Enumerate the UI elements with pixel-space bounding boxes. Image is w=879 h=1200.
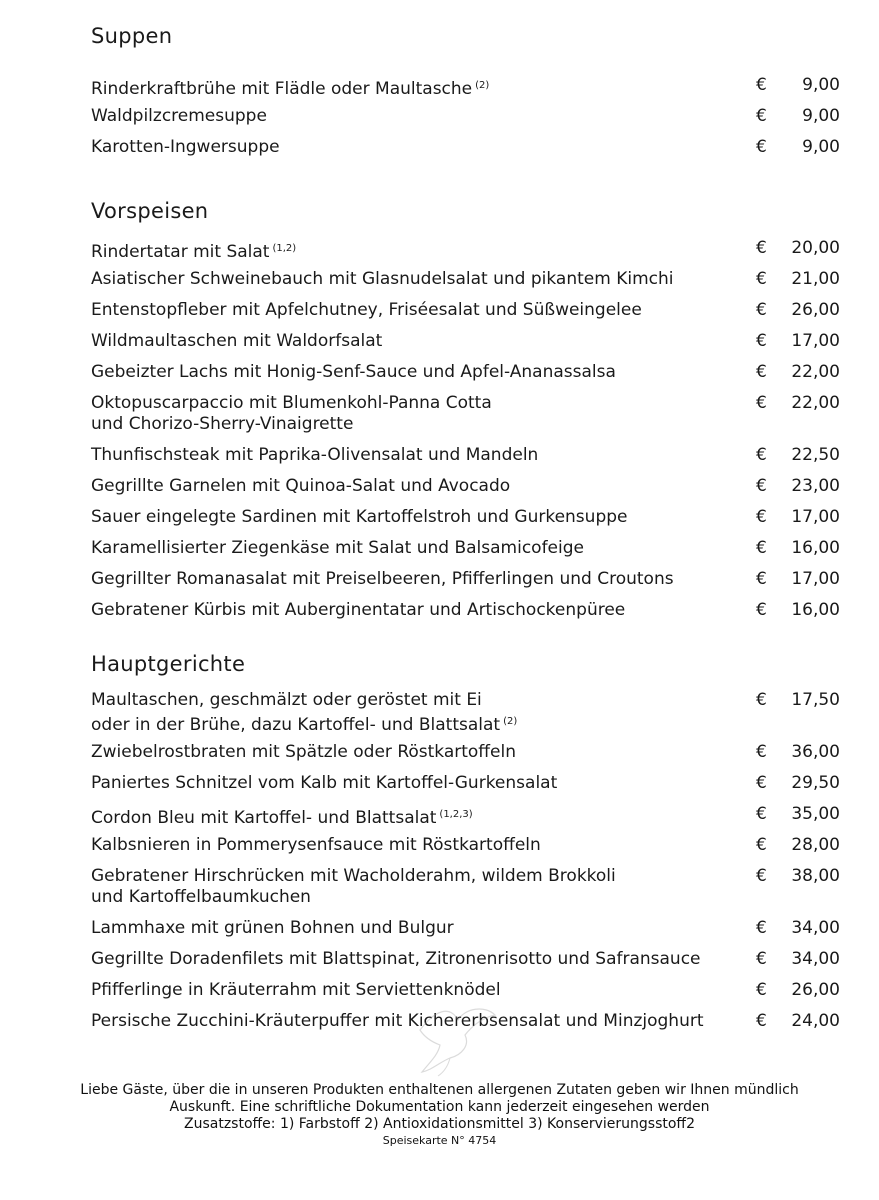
- item-name: Lammhaxe mit grünen Bohnen und Bulgur: [91, 918, 454, 938]
- currency-symbol: €: [756, 773, 767, 793]
- menu-number: Speisekarte N° 4754: [382, 1134, 497, 1147]
- item-name: Karamellisierter Ziegenkäse mit Salat und Balsamicofeige: [91, 538, 584, 558]
- currency-symbol: €: [756, 949, 767, 969]
- item-price: 17,00: [791, 507, 840, 527]
- item-price: 38,00: [791, 866, 840, 886]
- item-price: 26,00: [791, 300, 840, 320]
- item-name: Paniertes Schnitzel vom Kalb mit Kartoffel-Gurkensalat: [91, 773, 558, 793]
- currency-symbol: €: [756, 238, 767, 258]
- currency-symbol: €: [756, 300, 767, 320]
- currency-symbol: €: [756, 980, 767, 1000]
- item-price: 9,00: [802, 75, 840, 95]
- currency-symbol: €: [756, 804, 767, 824]
- item-price: 16,00: [791, 538, 840, 558]
- item-name: Gebratener Kürbis mit Auberginentatar und Artischockenpüree: [91, 600, 626, 620]
- footer-line: Auskunft. Eine schriftliche Dokumentation kann jederzeit eingesehen werden: [169, 1099, 710, 1115]
- item-name-line2: und Kartoffelbaumkuchen: [91, 887, 311, 907]
- item-name: Gebeizter Lachs mit Honig-Senf-Sauce und Apfel-Ananassalsa: [91, 362, 616, 382]
- item-name-line2: und Chorizo-Sherry-Vinaigrette: [91, 414, 354, 434]
- item-price: 28,00: [791, 835, 840, 855]
- currency-symbol: €: [756, 393, 767, 413]
- currency-symbol: €: [756, 445, 767, 465]
- currency-symbol: €: [756, 1011, 767, 1031]
- currency-symbol: €: [756, 75, 767, 95]
- currency-symbol: €: [756, 918, 767, 938]
- item-name: Wildmaultaschen mit Waldorfsalat: [91, 331, 383, 351]
- item-price: 34,00: [791, 949, 840, 969]
- currency-symbol: €: [756, 362, 767, 382]
- currency-symbol: €: [756, 507, 767, 527]
- item-name: Kalbsnieren in Pommerysenfsauce mit Röstkartoffeln: [91, 835, 541, 855]
- section-title-suppen: Suppen: [91, 24, 173, 48]
- currency-symbol: €: [756, 331, 767, 351]
- currency-symbol: €: [756, 600, 767, 620]
- item-name: Rinderkraftbrühe mit Flädle oder Maultasche: [91, 79, 473, 99]
- item-price: 16,00: [791, 600, 840, 620]
- item-price: 36,00: [791, 742, 840, 762]
- item-price: 21,00: [791, 269, 840, 289]
- item-name: Gegrillte Doradenfilets mit Blattspinat, Zitronenrisotto und Safransauce: [91, 949, 701, 969]
- currency-symbol: €: [756, 137, 767, 157]
- additives-line: Zusatzstoffe: 1) Farbstoff 2) Antioxidationsmittel 3) Konservierungsstoff2: [184, 1116, 695, 1132]
- item-price: 22,00: [791, 393, 840, 413]
- currency-symbol: €: [756, 538, 767, 558]
- item-name: Cordon Bleu mit Kartoffel- und Blattsalat: [91, 808, 437, 828]
- item-price: 24,00: [791, 1011, 840, 1031]
- item-price: 17,00: [791, 569, 840, 589]
- item-name: Zwiebelrostbraten mit Spätzle oder Röstkartoffeln: [91, 742, 516, 762]
- item-price: 17,00: [791, 331, 840, 351]
- currency-symbol: €: [756, 569, 767, 589]
- item-price: 17,50: [791, 690, 840, 710]
- item-price: 35,00: [791, 804, 840, 824]
- item-name: Gebratener Hirschrücken mit Wacholderahm, wildem Brokkoli: [91, 866, 616, 886]
- item-name: Karotten-Ingwersuppe: [91, 137, 280, 157]
- item-price: 29,50: [791, 773, 840, 793]
- item-name: Rindertatar mit Salat: [91, 242, 270, 262]
- item-name: Pfifferlinge in Kräuterrahm mit Serviettenknödel: [91, 980, 501, 1000]
- item-price: 20,00: [791, 238, 840, 258]
- item-price: 9,00: [802, 137, 840, 157]
- item-name: Maultaschen, geschmälzt oder geröstet mit Ei: [91, 690, 482, 710]
- item-name: Waldpilzcremesuppe: [91, 106, 267, 126]
- currency-symbol: €: [756, 690, 767, 710]
- currency-symbol: €: [756, 476, 767, 496]
- section-title-vorspeisen: Vorspeisen: [91, 199, 209, 223]
- item-name: Persische Zucchini-Kräuterpuffer mit Kichererbsensalat und Minzjoghurt: [91, 1011, 704, 1031]
- eagle-icon: [410, 1000, 500, 1080]
- item-name: Oktopuscarpaccio mit Blumenkohl-Panna Cotta: [91, 393, 492, 413]
- item-price: 26,00: [791, 980, 840, 1000]
- item-price: 34,00: [791, 918, 840, 938]
- item-price: 23,00: [791, 476, 840, 496]
- section-title-hauptgerichte: Hauptgerichte: [91, 652, 246, 676]
- currency-symbol: €: [756, 835, 767, 855]
- item-name: Gegrillter Romanasalat mit Preiselbeeren, Pfifferlingen und Croutons: [91, 569, 674, 589]
- allergen-note: (1,2,3): [439, 809, 473, 820]
- item-name-line2: oder in der Brühe, dazu Kartoffel- und Blattsalat: [91, 715, 501, 735]
- currency-symbol: €: [756, 106, 767, 126]
- item-price: 22,00: [791, 362, 840, 382]
- item-name: Entenstopfleber mit Apfelchutney, Friséesalat und Süßweingelee: [91, 300, 642, 320]
- currency-symbol: €: [756, 269, 767, 289]
- currency-symbol: €: [756, 742, 767, 762]
- allergen-footer: [0, 1082, 879, 1148]
- allergen-note: (2): [475, 80, 490, 91]
- item-price: 22,50: [791, 445, 840, 465]
- allergen-note: (2): [503, 716, 518, 727]
- item-name: Gegrillte Garnelen mit Quinoa-Salat und Avocado: [91, 476, 511, 496]
- item-name: Thunfischsteak mit Paprika-Olivensalat und Mandeln: [91, 445, 539, 465]
- item-name: Asiatischer Schweinebauch mit Glasnudelsalat und pikantem Kimchi: [91, 269, 674, 289]
- item-price: 9,00: [802, 106, 840, 126]
- allergen-note: (1,2): [272, 243, 297, 254]
- item-name: Sauer eingelegte Sardinen mit Kartoffelstroh und Gurkensuppe: [91, 507, 628, 527]
- footer-line: Liebe Gäste, über die in unseren Produkten enthaltenen allergenen Zutaten geben wir Ihnen mündlich: [80, 1082, 799, 1098]
- currency-symbol: €: [756, 866, 767, 886]
